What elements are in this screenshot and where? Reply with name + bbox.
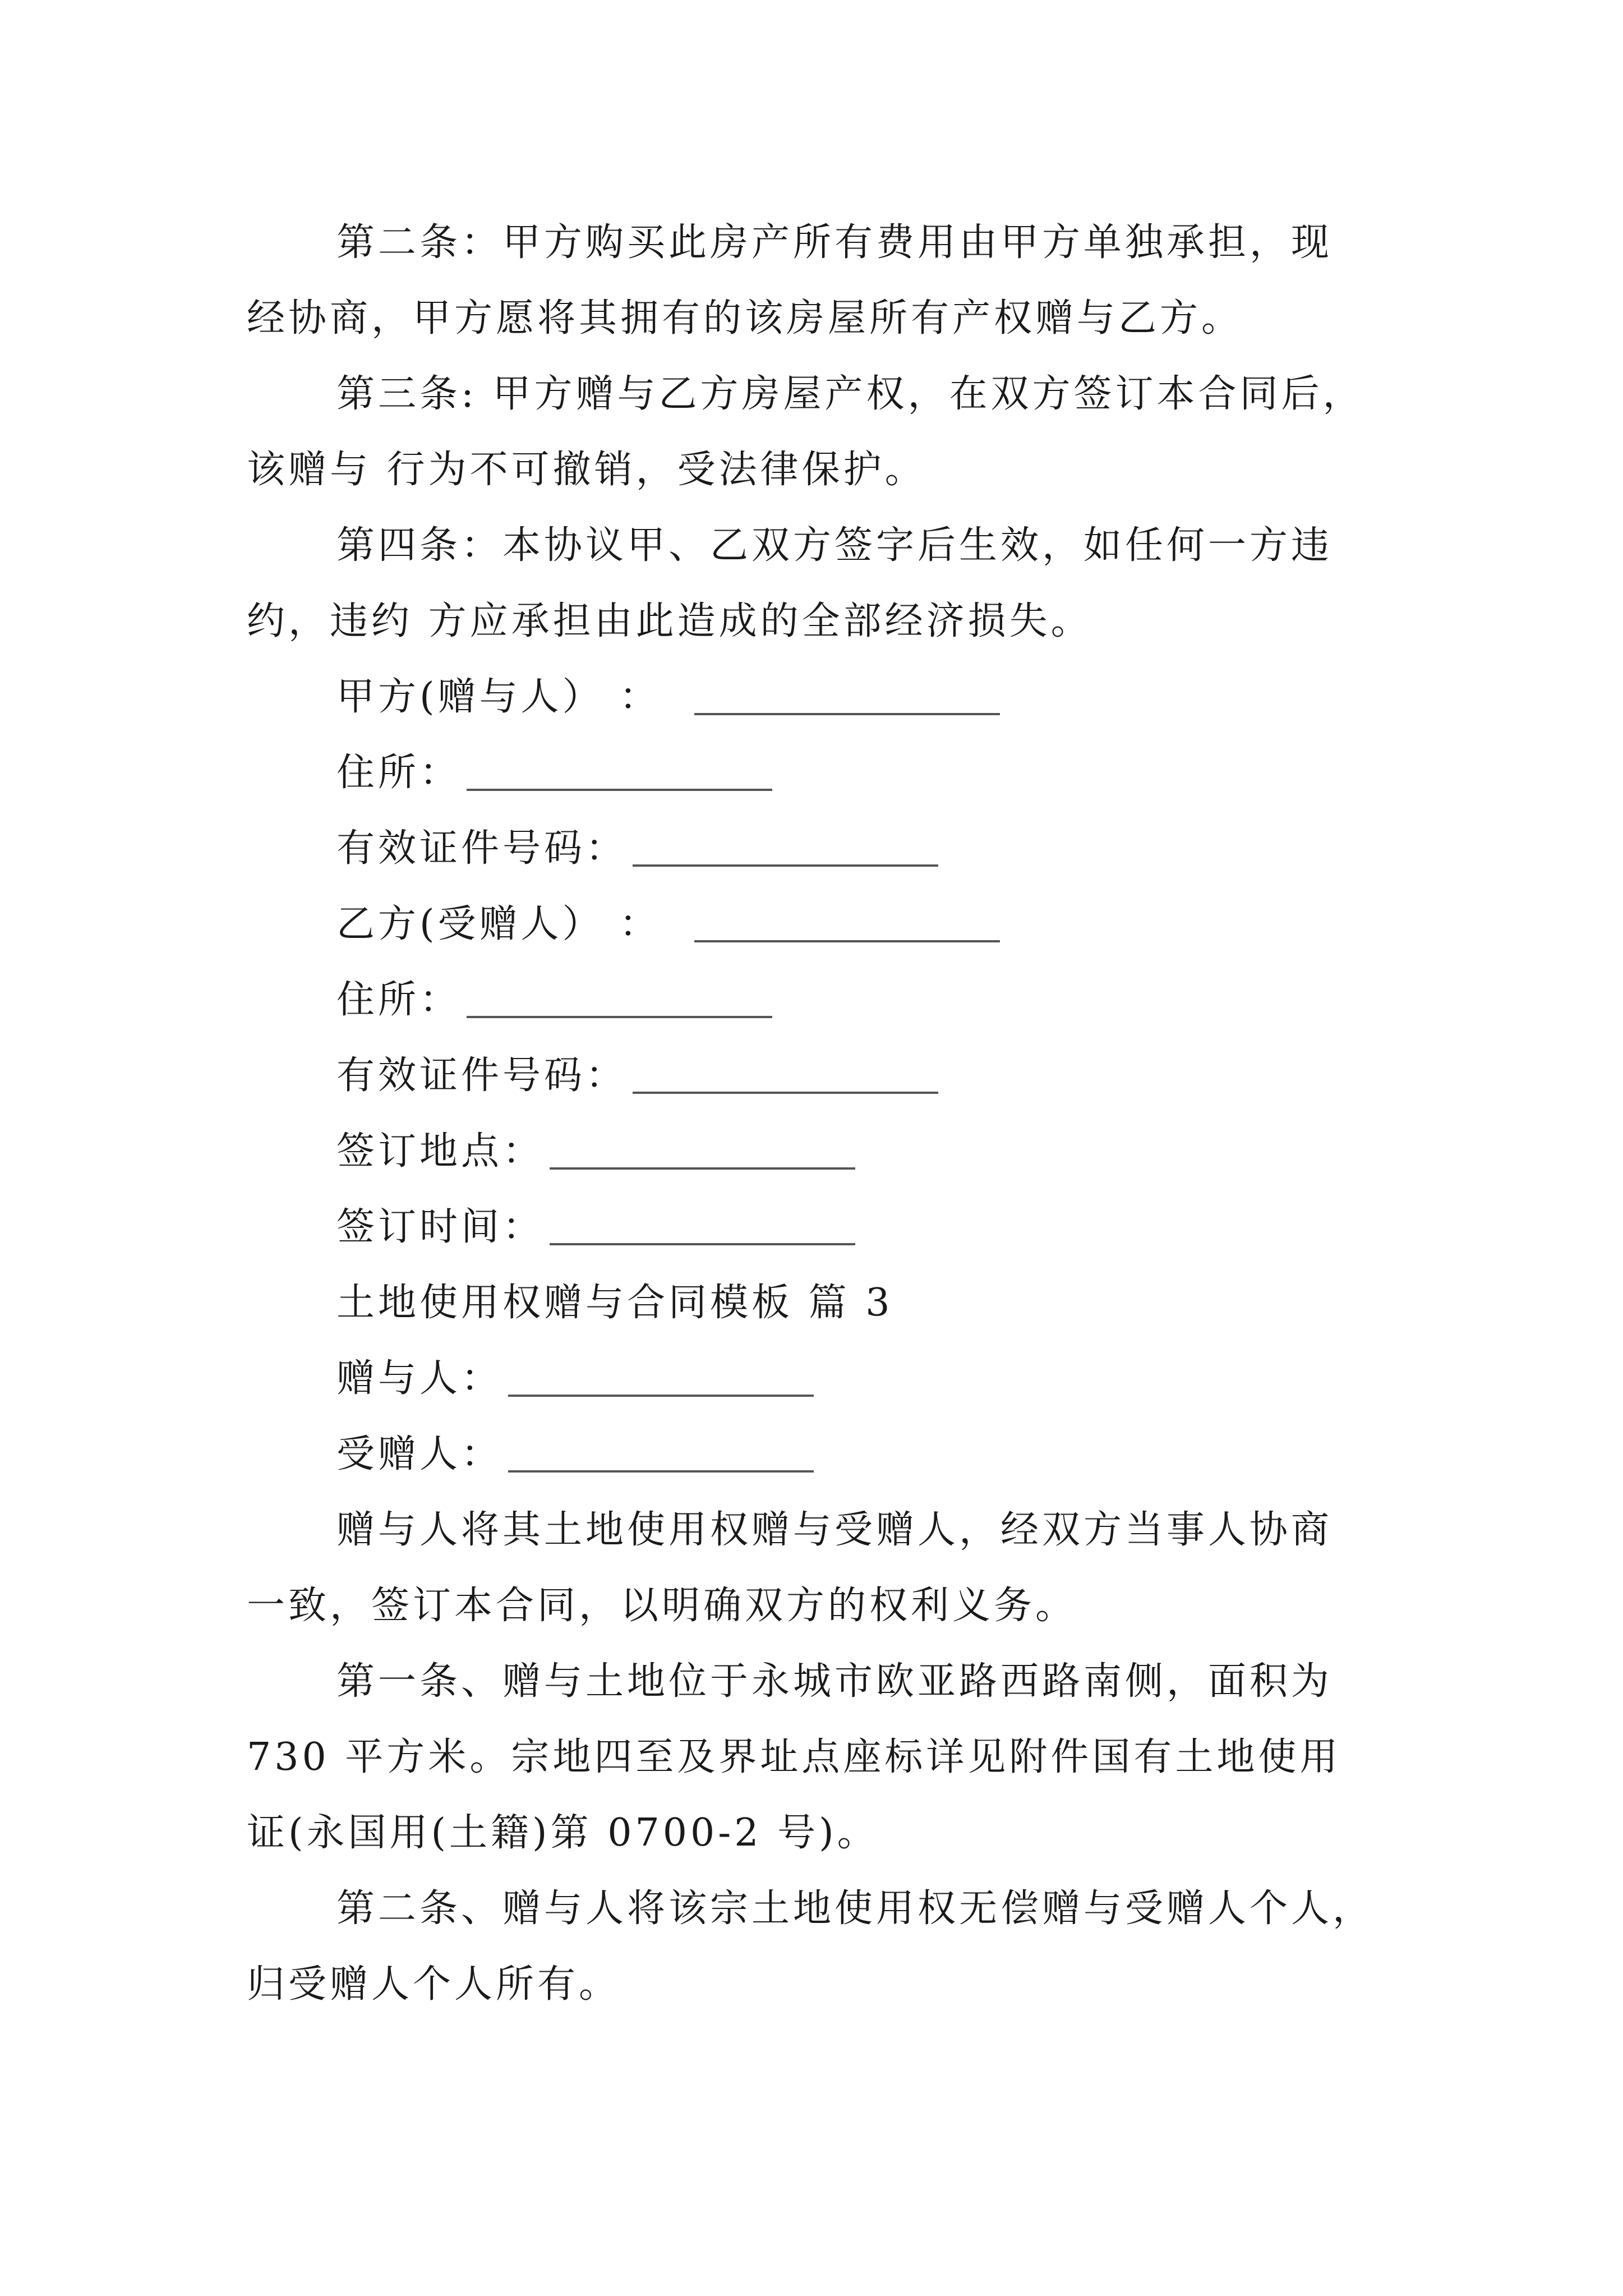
field-sign-time: [336, 1205, 855, 1250]
field-label: 有效证件号码：: [336, 826, 628, 871]
clause-2-line-2: 经协商，甲方愿将其拥有的该房屋所有产权赠与乙方。: [247, 296, 1243, 341]
field-label: 赠与人：: [336, 1356, 503, 1401]
field-label: 住所：: [336, 751, 462, 795]
clause-4-line-2: 约，违约 方应承担由此造成的全部经济损失。: [247, 599, 1092, 643]
field-label: 住所：: [336, 978, 462, 1022]
article-1-line-1: 第一条、赠与土地位于永城市欧亚路西路南侧，面积为: [336, 1659, 1333, 1704]
blank-underline: [694, 940, 1000, 942]
field-label: 有效证件号码：: [336, 1053, 628, 1098]
party-donee: [336, 1432, 814, 1477]
intro-line-1: 赠与人将其土地使用权赠与受赠人，经双方当事人协商: [336, 1508, 1333, 1552]
article-1-line-2: 730 平方米。宗地四至及界址点座标详见附件国有土地使用: [247, 1735, 1341, 1779]
field-party-a-address: [336, 751, 772, 795]
party-donor: [336, 1356, 814, 1401]
blank-underline: [550, 1243, 855, 1245]
clause-4-line-1: 第四条：本协议甲、乙双方签字后生效，如任何一方违: [336, 523, 1333, 568]
clause-3-line-1: 第三条: 甲方赠与乙方房屋产权，在双方签订本合同后，: [336, 372, 1364, 416]
field-party-a-id: [336, 826, 938, 871]
blank-underline: [508, 1470, 814, 1473]
clause-2-line-1: 第二条：甲方购买此房产所有费用由甲方单独承担，现: [336, 220, 1333, 265]
blank-underline: [694, 713, 1000, 715]
field-sign-place: [336, 1129, 855, 1174]
intro-line-2: 一致，签订本合同，以明确双方的权利义务。: [247, 1584, 1077, 1628]
field-party-a: [336, 675, 1000, 720]
field-label: 签订时间：: [336, 1205, 545, 1249]
article-2-line-2: 归受赠人个人所有。: [247, 1962, 621, 2007]
section-heading: 土地使用权赠与合同模板 篇 3: [336, 1281, 893, 1325]
field-label: 甲方(赠与人） ：: [336, 675, 661, 719]
field-label: 签订地点：: [336, 1129, 545, 1174]
blank-underline: [508, 1395, 814, 1397]
blank-underline: [550, 1167, 855, 1170]
clause-3-line-2: 该赠与 行为不可撤销，受法律保护。: [247, 448, 926, 492]
field-party-b-id: [336, 1053, 938, 1098]
blank-underline: [467, 789, 772, 791]
field-party-b: [336, 902, 1000, 947]
article-1-line-3: 证(永国用(土籍)第 0700-2 号)。: [247, 1811, 879, 1855]
blank-underline: [633, 864, 938, 867]
article-2-line-1: 第二条、赠与人将该宗土地使用权无偿赠与受赠人个人，: [336, 1887, 1375, 1931]
field-label: 乙方(受赠人） ：: [336, 902, 661, 946]
blank-underline: [467, 1016, 772, 1018]
blank-underline: [633, 1092, 938, 1094]
field-label: 受赠人：: [336, 1432, 503, 1476]
field-party-b-address: [336, 978, 772, 1023]
